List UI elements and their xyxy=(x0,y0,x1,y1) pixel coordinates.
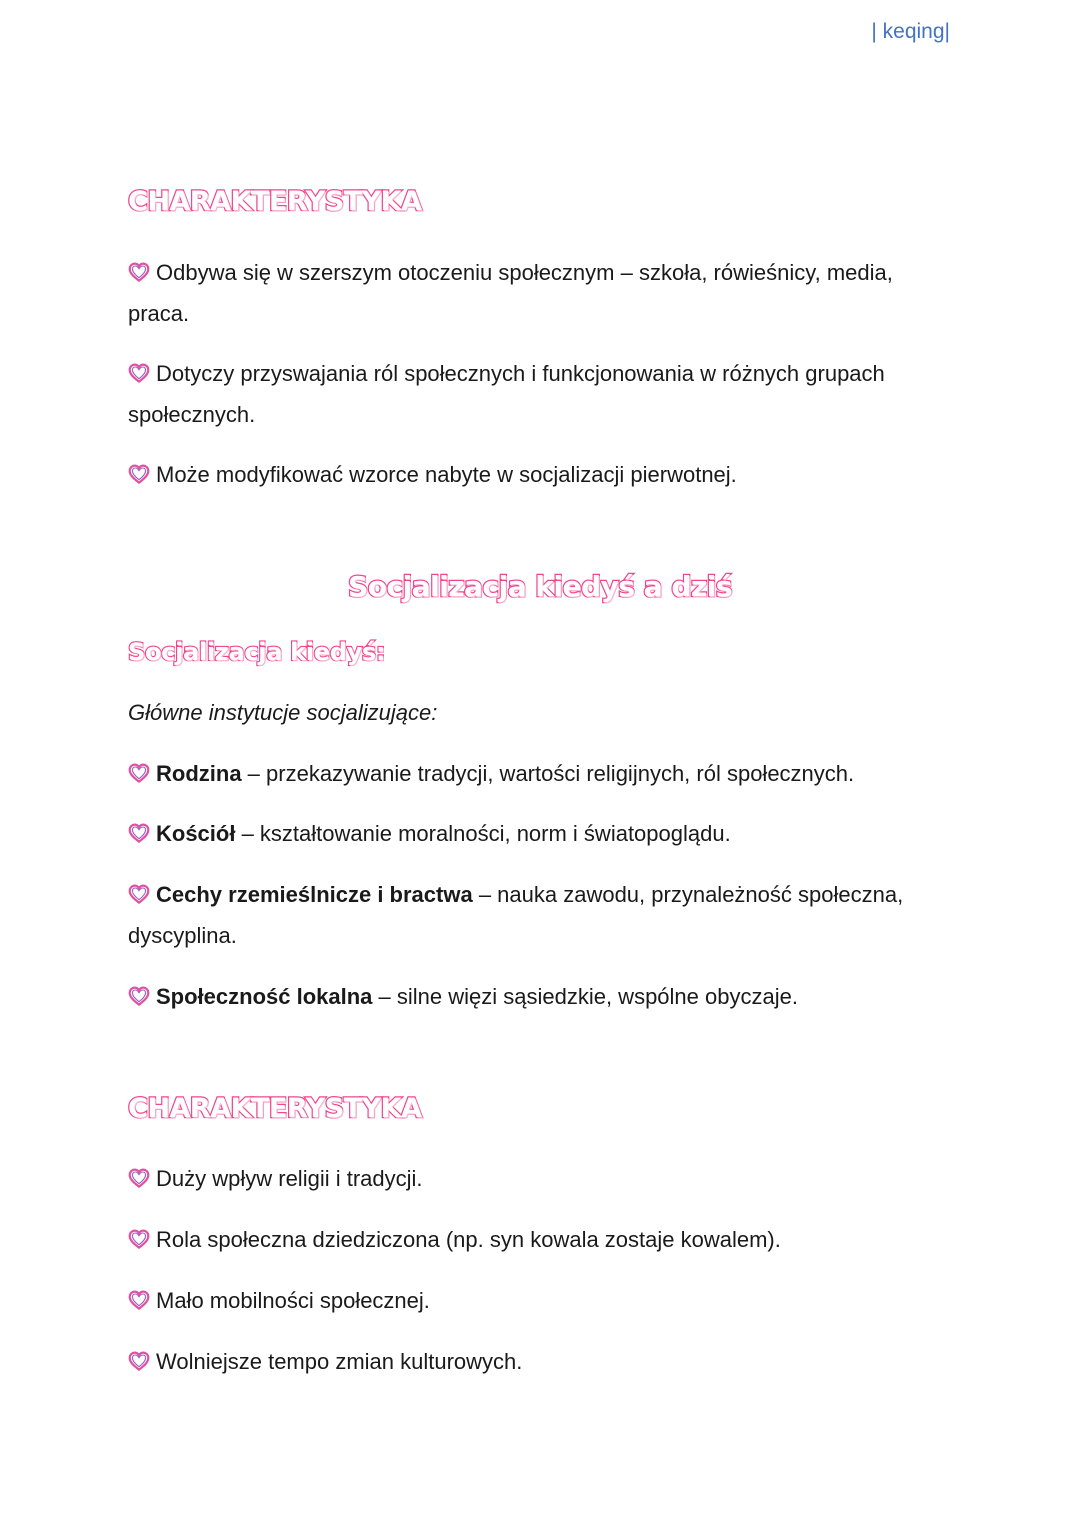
heart-icon xyxy=(128,823,150,843)
list-item xyxy=(128,1280,938,1321)
description: – silne więzi sąsiedzkie, wspólne obyczaje. xyxy=(372,984,798,1009)
heart-icon xyxy=(128,1290,150,1310)
header-tag: | keqing| xyxy=(871,20,950,43)
description: – przekazywanie tradycji, wartości religijnych, ról społecznych. xyxy=(241,761,855,786)
intro-text: Główne instytucje socjalizujące: xyxy=(128,700,438,725)
list-item xyxy=(128,353,938,435)
section-heading-charakterystyka: CHARAKTERYSTYKA xyxy=(128,1093,422,1124)
term: Rodzina xyxy=(156,761,242,786)
heart-icon xyxy=(128,986,150,1006)
heart-icon xyxy=(128,1229,150,1249)
list-item xyxy=(128,976,938,1017)
term: Kościół xyxy=(156,821,236,846)
heart-icon xyxy=(128,464,150,484)
term: Cechy rzemieślnicze i bractwa xyxy=(156,882,473,907)
list-item xyxy=(128,753,938,794)
term: Społeczność lokalna xyxy=(156,984,373,1009)
list-item-text: Może modyfikować wzorce nabyte w socjalizacji pierwotnej. xyxy=(156,462,737,487)
list-item xyxy=(128,252,938,334)
heart-icon xyxy=(128,763,150,783)
list-item-text: Dotyczy przyswajania ról społecznych i funkcjonowania w różnych grupach społecznych. xyxy=(128,361,885,427)
list-item xyxy=(128,1219,938,1260)
description: – kształtowanie moralności, norm i światopoglądu. xyxy=(235,821,731,846)
list-item xyxy=(128,1341,938,1382)
description: – nauka zawodu, przynależność społeczna, dyscyplina. xyxy=(128,882,904,948)
list-item-text: Wolniejsze tempo zmian kulturowych. xyxy=(156,1349,523,1374)
list-item xyxy=(128,874,938,956)
list-item xyxy=(128,813,938,854)
list-item-text: Rola społeczna dziedziczona (np. syn kowala zostaje kowalem). xyxy=(156,1227,781,1252)
list-item-text: Odbywa się w szerszym otoczeniu społecznym – szkoła, rówieśnicy, media, praca. xyxy=(128,260,893,326)
heart-icon xyxy=(128,363,150,383)
list-item xyxy=(128,454,938,495)
heart-icon xyxy=(128,1351,150,1371)
list-item xyxy=(128,1158,938,1199)
heart-icon xyxy=(128,884,150,904)
sub-heading: Socjalizacja kiedyś: xyxy=(128,638,386,666)
list-item-text: Duży wpływ religii i tradycji. xyxy=(156,1166,423,1191)
section-title: Socjalizacja kiedyś a dziś xyxy=(348,570,732,603)
heart-icon xyxy=(128,262,150,282)
list-item-text: Mało mobilności społecznej. xyxy=(156,1288,430,1313)
heart-icon xyxy=(128,1168,150,1188)
section-heading-charakterystyka: CHARAKTERYSTYKA xyxy=(128,186,422,217)
